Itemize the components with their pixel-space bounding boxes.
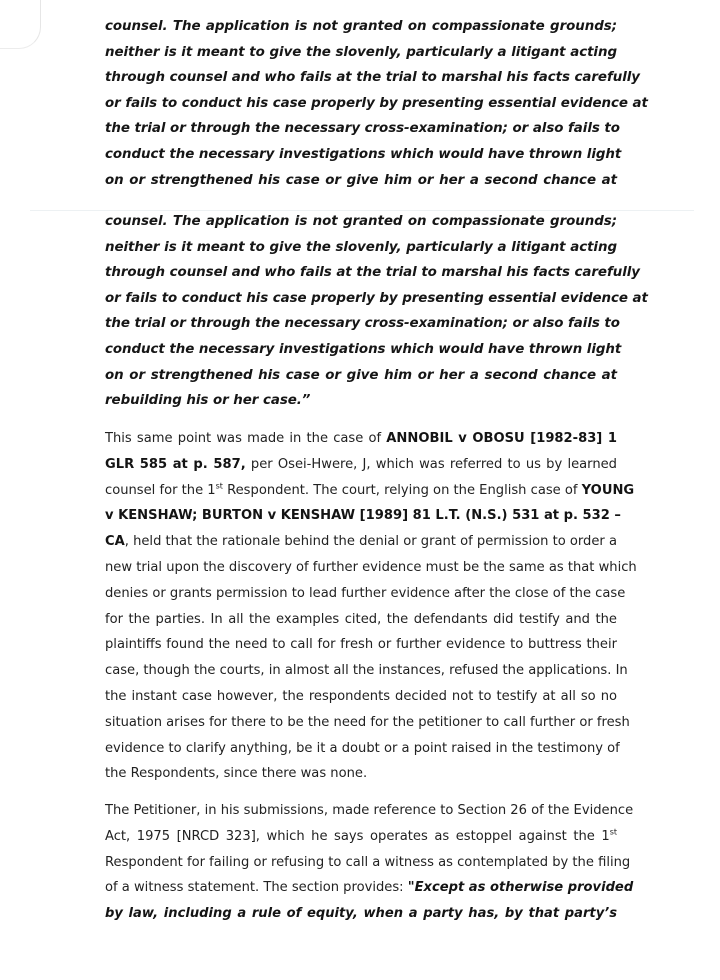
quote-block-top [105, 14, 648, 193]
paragraph-evidence-act [105, 798, 634, 927]
ordinal-suffix: st [609, 827, 617, 837]
paragraph-line [105, 452, 617, 478]
paragraph-line: plaintiffs found the need to call for fresh or further evidence to buttress their [105, 637, 617, 653]
text-run: This same point was made in the case of [105, 431, 387, 446]
case-citation: GLR 585 at p. 587, [105, 456, 246, 472]
case-citation: v KENSHAW; BURTON v KENSHAW [1989] 81 L.T. (N.S.) 531 at p. 532 – [105, 508, 621, 524]
statute-quote: "Except as otherwise provided [407, 880, 634, 896]
paragraph-line [105, 824, 617, 850]
quote-line: or fails to conduct his case properly by presenting essential evidence at [105, 290, 648, 306]
quote-line: conduct the necessary investigations which would have thrown light [105, 146, 622, 162]
text-run: , held that the rationale behind the denial or grant of permission to order a [124, 534, 617, 550]
quote-line: the trial or through the necessary cross-examination; or also fails to [105, 121, 620, 137]
text-run: counsel for the 1 [105, 482, 216, 498]
paragraph-line [105, 529, 617, 555]
statute-quote: by law, including a rule of equity, when a party has, by that party’s [105, 906, 617, 922]
quote-block-main [105, 209, 648, 414]
text-run: of a witness statement. The section provides: [105, 880, 408, 896]
paragraph-line: the Respondents, since there was none. [105, 766, 368, 782]
case-citation: YOUNG [581, 482, 635, 498]
quote-line: the trial or through the necessary cross-examination; or also fails to [105, 316, 620, 332]
quote-line: conduct the necessary investigations which would have thrown light [105, 341, 622, 357]
quote-line: through counsel and who fails at the trial to marshal his facts carefully [105, 70, 640, 86]
quote-line: neither is it meant to give the slovenly, particularly a litigant acting [105, 239, 617, 255]
paragraph-line: denies or grants permission to lead further evidence after the close of the case [105, 585, 626, 601]
paragraph-line [105, 901, 617, 927]
paragraph-line: for the parties. In all the examples cited, the defendants did testify and the [105, 611, 617, 627]
paragraph-line: case, though the courts, in almost all the instances, refused the applications. In [105, 663, 628, 679]
ordinal-suffix: st [215, 481, 223, 491]
case-citation: CA [105, 534, 125, 550]
paragraph-line [105, 875, 634, 901]
paragraph-line [105, 426, 617, 452]
quote-line: through counsel and who fails at the trial to marshal his facts carefully [105, 265, 640, 281]
paragraph-line: new trial upon the discovery of further evidence must be the same as that which [105, 559, 637, 575]
quote-line: on or strengthened his case or give him or her a second chance at [105, 172, 617, 188]
quote-line: or fails to conduct his case properly by presenting essential evidence at [105, 95, 648, 111]
paragraph-line: The Petitioner, in his submissions, made reference to Section 26 of the Evidence [105, 803, 634, 818]
paragraph-line [105, 478, 635, 504]
paragraph-line: evidence to clarify anything, be it a doubt or a point raised in the testimony of [105, 740, 620, 756]
text-run: Act, 1975 [NRCD 323], which he says operates as estoppel against the 1 [105, 828, 610, 844]
paragraph-line: Respondent for failing or refusing to call a witness as contemplated by the filing [105, 854, 631, 870]
page-corner-decoration [0, 0, 41, 49]
text-run: per Osei-Hwere, J, which was referred to us by learned [245, 456, 617, 472]
paragraph-line: the instant case however, the respondents decided not to testify at all so no [105, 688, 617, 704]
paragraph-line [105, 503, 621, 529]
paragraph-annobil-case [105, 426, 637, 787]
quote-line: counsel. The application is not granted on compassionate grounds; [105, 214, 617, 229]
text-run: Respondent. The court, relying on the English case of [222, 482, 582, 498]
quote-line: neither is it meant to give the slovenly, particularly a litigant acting [105, 44, 617, 60]
quote-line: counsel. The application is not granted on compassionate grounds; [105, 19, 617, 34]
case-citation: ANNOBIL v OBOSU [1982-83] 1 [386, 431, 617, 446]
quote-line: rebuilding his or her case.” [105, 393, 311, 409]
quote-line: on or strengthened his case or give him or her a second chance at [105, 367, 617, 383]
paragraph-line: situation arises for there to be the need for the petitioner to call further or fresh [105, 714, 630, 730]
